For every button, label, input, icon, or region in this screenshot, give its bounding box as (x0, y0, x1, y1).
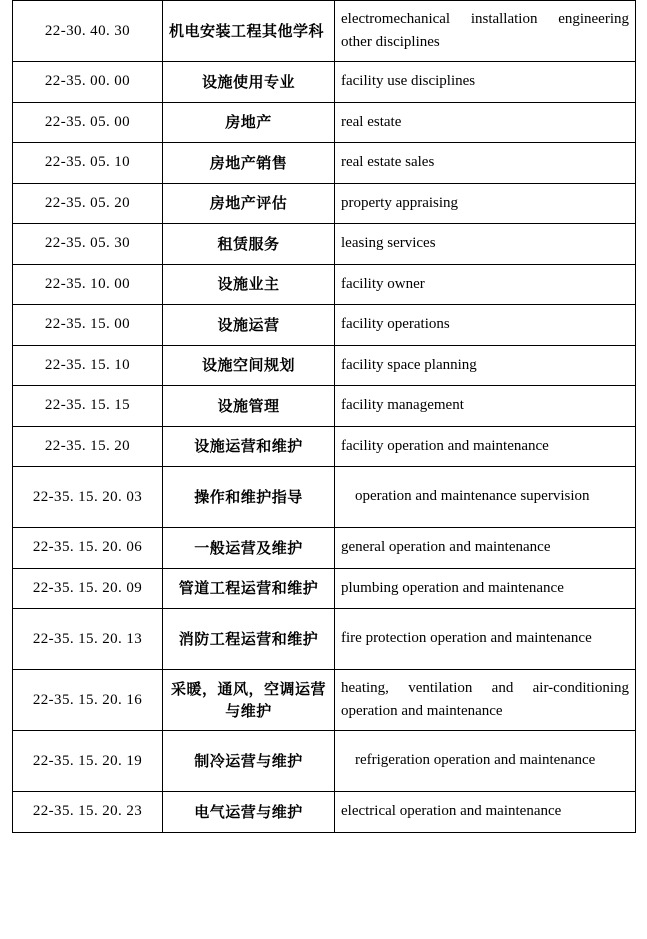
cell-english: facility operations (335, 305, 636, 346)
cell-english: leasing services (335, 224, 636, 265)
table-row (13, 62, 636, 103)
table-row (13, 792, 636, 833)
table-row (13, 224, 636, 265)
cell-chinese: 制冷运营与维护 (163, 731, 335, 792)
cell-code: 22-35. 15. 20. 09 (13, 568, 163, 609)
table-row (13, 1, 636, 62)
cell-english: facility owner (335, 264, 636, 305)
cell-chinese: 管道工程运营和维护 (163, 568, 335, 609)
table-row (13, 426, 636, 467)
cell-code: 22-35. 00. 00 (13, 62, 163, 103)
cell-english: facility use disciplines (335, 62, 636, 103)
cell-code: 22-35. 15. 20. 23 (13, 792, 163, 833)
table-row (13, 568, 636, 609)
cell-english: facility space planning (335, 345, 636, 386)
cell-english: plumbing operation and maintenance (335, 568, 636, 609)
table-row (13, 386, 636, 427)
table-row (13, 528, 636, 569)
cell-chinese: 一般运营及维护 (163, 528, 335, 569)
cell-english: electromechanical installation engineering other disciplines (335, 1, 636, 62)
table-row (13, 102, 636, 143)
cell-code: 22-35. 10. 00 (13, 264, 163, 305)
table-row (13, 305, 636, 346)
cell-english: refrigeration operation and maintenance (335, 731, 636, 792)
cell-code: 22-35. 15. 00 (13, 305, 163, 346)
cell-code: 22-35. 15. 20 (13, 426, 163, 467)
cell-chinese: 设施管理 (163, 386, 335, 427)
cell-chinese: 房地产 (163, 102, 335, 143)
cell-english: heating, ventilation and air-conditioning operation and maintenance (335, 670, 636, 731)
cell-chinese: 电气运营与维护 (163, 792, 335, 833)
cell-code: 22-35. 15. 20. 13 (13, 609, 163, 670)
cell-code: 22-35. 15. 20. 19 (13, 731, 163, 792)
cell-code: 22-30. 40. 30 (13, 1, 163, 62)
cell-code: 22-35. 05. 20 (13, 183, 163, 224)
cell-chinese: 房地产销售 (163, 143, 335, 184)
cell-english: facility management (335, 386, 636, 427)
cell-code: 22-35. 15. 10 (13, 345, 163, 386)
cell-english: real estate sales (335, 143, 636, 184)
cell-chinese: 消防工程运营和维护 (163, 609, 335, 670)
table-row (13, 731, 636, 792)
cell-chinese: 设施空间规划 (163, 345, 335, 386)
cell-english: facility operation and maintenance (335, 426, 636, 467)
cell-english: property appraising (335, 183, 636, 224)
table-row (13, 609, 636, 670)
cell-english: real estate (335, 102, 636, 143)
cell-english: operation and maintenance supervision (335, 467, 636, 528)
cell-chinese: 租赁服务 (163, 224, 335, 265)
cell-code: 22-35. 05. 00 (13, 102, 163, 143)
table-row (13, 264, 636, 305)
table-row (13, 143, 636, 184)
cell-chinese: 操作和维护指导 (163, 467, 335, 528)
cell-chinese: 设施运营 (163, 305, 335, 346)
cell-code: 22-35. 15. 15 (13, 386, 163, 427)
cell-code: 22-35. 15. 20. 16 (13, 670, 163, 731)
cell-chinese: 采暖，通风，空调运营与维护 (163, 670, 335, 731)
classification-code-table (12, 0, 636, 833)
cell-code: 22-35. 05. 30 (13, 224, 163, 265)
cell-chinese: 设施运营和维护 (163, 426, 335, 467)
cell-chinese: 设施业主 (163, 264, 335, 305)
table-row (13, 345, 636, 386)
cell-chinese: 机电安装工程其他学科 (163, 1, 335, 62)
cell-chinese: 设施使用专业 (163, 62, 335, 103)
cell-english: fire protection operation and maintenance (335, 609, 636, 670)
cell-code: 22-35. 15. 20. 03 (13, 467, 163, 528)
table-row (13, 670, 636, 731)
cell-english: general operation and maintenance (335, 528, 636, 569)
table-row (13, 183, 636, 224)
table-row (13, 467, 636, 528)
cell-english: electrical operation and maintenance (335, 792, 636, 833)
cell-chinese: 房地产评估 (163, 183, 335, 224)
table-body (13, 1, 636, 833)
cell-code: 22-35. 15. 20. 06 (13, 528, 163, 569)
cell-code: 22-35. 05. 10 (13, 143, 163, 184)
